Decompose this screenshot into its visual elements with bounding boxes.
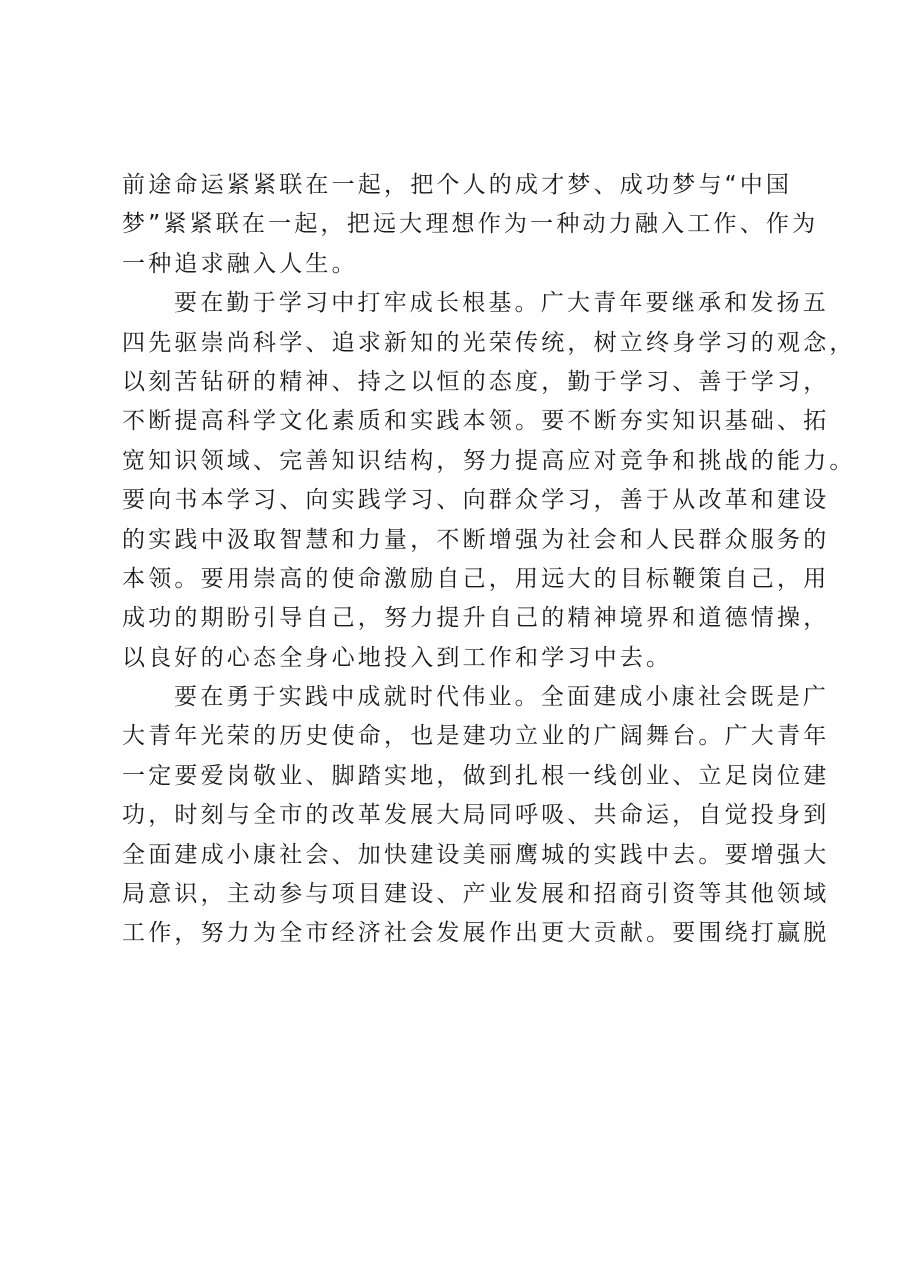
text-line: 局意识，主动参与项目建设、产业发展和招商引资等其他领域 xyxy=(122,881,830,908)
text-line: 全面建成小康社会、加快建设美丽鹰城的实践中去。要增强大 xyxy=(122,841,830,868)
text-line: 梦”紧紧联在一起，把远大理想作为一种动力融入工作、作为 xyxy=(122,211,819,238)
text-line: 以良好的心态全身心地投入到工作和学习中去。 xyxy=(122,644,673,671)
text-line: 不断提高科学文化素质和实践本领。要不断夯实知识基础、拓 xyxy=(122,408,830,435)
text-line: 以刻苦钻研的精神、持之以恒的态度，勤于学习、善于学习， xyxy=(122,368,830,395)
text-line: 四先驱崇尚科学、追求新知的光荣传统，树立终身学习的观念， xyxy=(122,329,856,356)
text-line: 一种追求融入人生。 xyxy=(122,250,358,277)
document-body xyxy=(122,166,856,954)
text-line: 前途命运紧紧联在一起，把个人的成才梦、成功梦与“中国 xyxy=(122,172,793,198)
paragraph xyxy=(122,166,819,284)
paragraph xyxy=(122,284,856,678)
text-line: 工作，努力为全市经济社会发展作出更大贡献。要围绕打赢脱 xyxy=(122,920,830,947)
text-line: 要在勇于实践中成就时代伟业。全面建成小康社会既是广 xyxy=(174,684,829,711)
text-line: 成功的期盼引导自己，努力提升自己的精神境界和道德情操， xyxy=(122,605,830,632)
text-line: 一定要爱岗敬业、脚踏实地，做到扎根一线创业、立足岗位建 xyxy=(122,762,830,789)
text-line: 本领。要用崇高的使命激励自己，用远大的目标鞭策自己，用 xyxy=(122,565,830,592)
paragraph xyxy=(122,678,830,954)
text-line: 要在勤于学习中打牢成长根基。广大青年要继承和发扬五 xyxy=(174,290,829,317)
text-line: 要向书本学习、向实践学习、向群众学习，善于从改革和建设 xyxy=(122,487,830,514)
text-line: 的实践中汲取智慧和力量，不断增强为社会和人民群众服务的 xyxy=(122,526,830,553)
text-line: 大青年光荣的历史使命，也是建功立业的广阔舞台。广大青年 xyxy=(122,723,830,750)
text-line: 宽知识领域、完善知识结构，努力提高应对竞争和挑战的能力。 xyxy=(122,447,856,474)
text-line: 功，时刻与全市的改革发展大局同呼吸、共命运，自觉投身到 xyxy=(122,802,830,829)
